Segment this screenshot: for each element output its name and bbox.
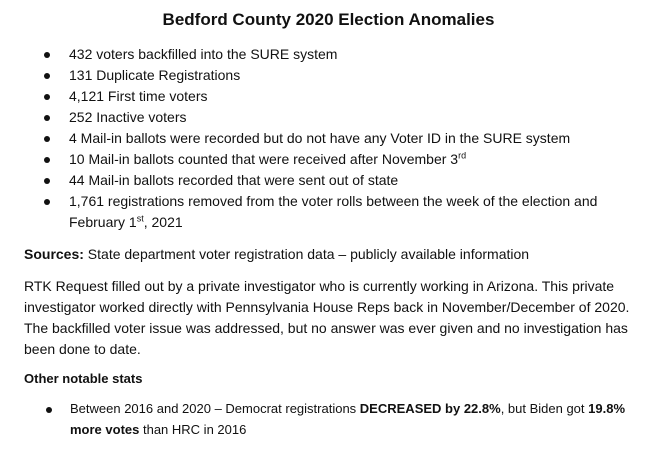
stat-text-part: than HRC in 2016 [139, 422, 247, 437]
list-item [0, 44, 649, 65]
list-item-text: 4,121 First time voters [69, 88, 208, 104]
other-stats-item [0, 398, 657, 440]
superscript: rd [458, 150, 467, 161]
sources-paragraph [24, 244, 644, 265]
list-item-text: 4 Mail-in ballots were recorded but do not have any Voter ID in the SURE system [69, 130, 571, 146]
bullet-icon [44, 73, 50, 79]
list-item [0, 86, 649, 107]
other-stats-text [0, 398, 630, 440]
sources-label: Sources: [24, 246, 84, 262]
bullet-icon [44, 136, 50, 142]
superscript: st [136, 213, 144, 224]
stat-text-part: Between 2016 and 2020 – Democrat registrations [70, 401, 360, 416]
list-item [0, 149, 649, 170]
bullet-icon [44, 178, 50, 184]
other-stats-heading: Other notable stats [24, 371, 143, 386]
list-item-text: 44 Mail-in ballots recorded that were sent out of state [69, 172, 399, 188]
stat-text-part: , but Biden got [500, 401, 589, 416]
list-item [0, 107, 649, 128]
list-item [0, 191, 649, 233]
bullet-icon [44, 52, 50, 58]
bullet-icon [44, 199, 50, 205]
list-item-text: 432 voters backfilled into the SURE system [69, 46, 338, 62]
list-item-text: 252 Inactive voters [69, 109, 187, 125]
list-item-text: 1,761 registrations removed from the voter rolls between the week of the election and February 1 [69, 193, 598, 230]
rtk-paragraph: RTK Request filled out by a private investigator who is currently working in Arizona. This private investigator worked directly with Pennsylvania House Reps back in November/December of 2020. The backfilled voter issue was addressed, but no answer was ever given and no investigation has been done to date. [24, 278, 630, 357]
stat-highlight-increase: 19.8% more votes [70, 401, 626, 437]
list-item [0, 128, 649, 149]
list-item [0, 65, 649, 86]
bullet-icon [44, 157, 50, 163]
list-item-tail: , 2021 [143, 214, 183, 230]
bullet-icon [46, 407, 52, 413]
stat-highlight-decrease: DECREASED by 22.8% [359, 401, 501, 416]
list-item [0, 170, 649, 191]
list-item-text: 131 Duplicate Registrations [69, 67, 241, 83]
bullet-icon [44, 94, 50, 100]
list-item-text: 10 Mail-in ballots counted that were received after November 3 [69, 151, 459, 167]
bullet-icon [44, 115, 50, 121]
sources-text: State department voter registration data – publicly available information [83, 246, 530, 262]
anomalies-list [0, 44, 649, 233]
document-title: Bedford County 2020 Election Anomalies [162, 10, 495, 29]
